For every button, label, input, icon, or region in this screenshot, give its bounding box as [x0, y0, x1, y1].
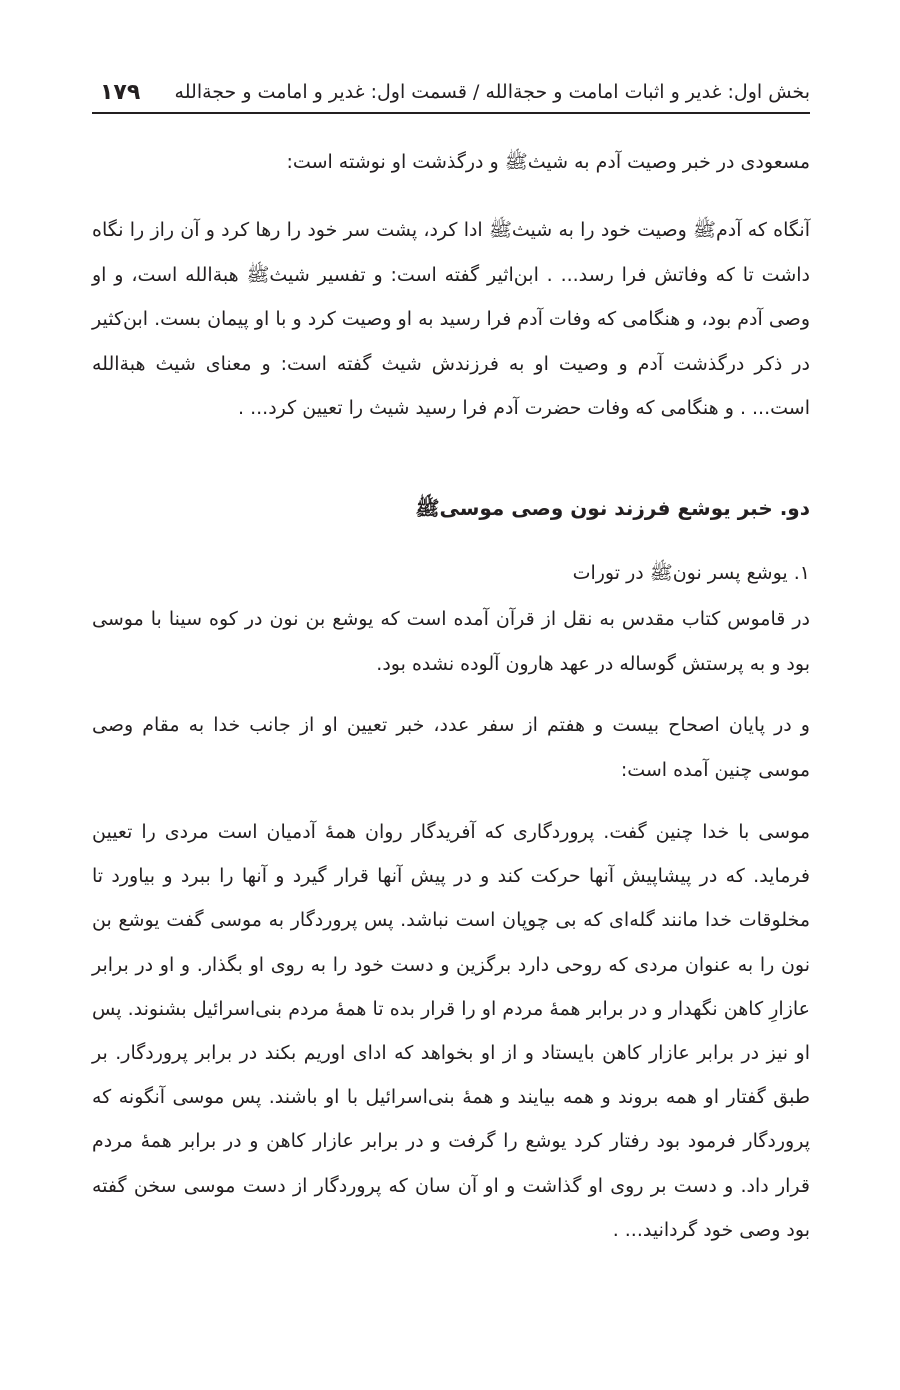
- page-number: ۱۷۹: [100, 79, 141, 105]
- quoted-paragraph-seth: آنگاه که آدمﷺ وصیت خود را به شیثﷺ ادا کرد، پشت سر خود را رها کرد و آن راز را نگاه داشت تا که وفاتش فرا رسد... . ابن‌اثیر گفته است: و تفسیر شیثﷺ هبةالله است، و او وصی آدم بود، و هنگامی که وفات آدم فرا رسید به او وصیت کرد و با او پیمان بست. ابن‌کثیر در ذکر درگذشت آدم و وصیت او به فرزندش شیث گفته است: و معنای شیث هبةالله است... . و هنگامی که وفات حضرت آدم فرا رسید شیث را تعیین کرد... .: [92, 219, 810, 419]
- subsection-heading: ۱. یوشع پسر نونﷺ در تورات: [572, 562, 810, 584]
- body-paragraph-1: در قاموس کتاب مقدس به نقل از قرآن آمده است که یوشع بن نون در کوه سینا با موسی بود و به پرستش گوساله در عهد هارون آلوده نشده بود.: [92, 608, 810, 675]
- header-title: بخش اول: غدیر و اثبات امامت و حجةالله / قسمت اول: غدیر و امامت و حجةالله: [174, 81, 810, 103]
- quoted-paragraph-torah: موسی با خدا چنین گفت. پروردگاری که آفریدگار روان همهٔ آدمیان است مردی را تعیین فرماید. که در پیشاپیش آنها حرکت کند و در پیش آنها قرار گیرد و آنها را ببرد و بیاورد تا مخلوقات خدا مانند گله‌ای که بی چوپان است نباشد. پس پروردگار به موسی گفت یوشع بن نون را به عنوان مردی که روحی دارد برگزین و دست خود را به روی او بگذار. و او در برابر عازارِ کاهن نگهدار و در برابر همهٔ مردم او را قرار بده تا همهٔ مردم بنی‌اسرائیل بشنوند. پس او نیز در برابر عازار کاهن بایستاد و از او بخواهد که ادای اوریم بکند در برابر پروردگار. بر طبق گفتار او همه بروند و همه بیایند و همهٔ بنی‌اسرائیل با او باشند. پس موسی آنگونه که پروردگار فرمود بود رفتار کرد یوشع را گرفت و در برابر عازار کاهن و در برابر همهٔ مردم قرار داد. و دست بر روی او گذاشت و او آن سان که پروردگار از دست موسی سخن گفته بود وصی خود گردانید... .: [92, 821, 810, 1241]
- body-paragraph-2: و در پایان اصحاح بیست و هفتم از سفر عدد، خبر تعیین او از جانب خدا به مقام وصی موسی چنین آمده است:: [92, 714, 810, 781]
- section-heading: دو. خبر یوشع فرزند نون وصی موسیﷺ: [415, 496, 810, 520]
- document-page: [92, 0, 810, 1390]
- intro-paragraph: مسعودی در خبر وصیت آدم به شیثﷺ و درگذشت او نوشته است:: [286, 151, 810, 173]
- running-header: [92, 72, 810, 114]
